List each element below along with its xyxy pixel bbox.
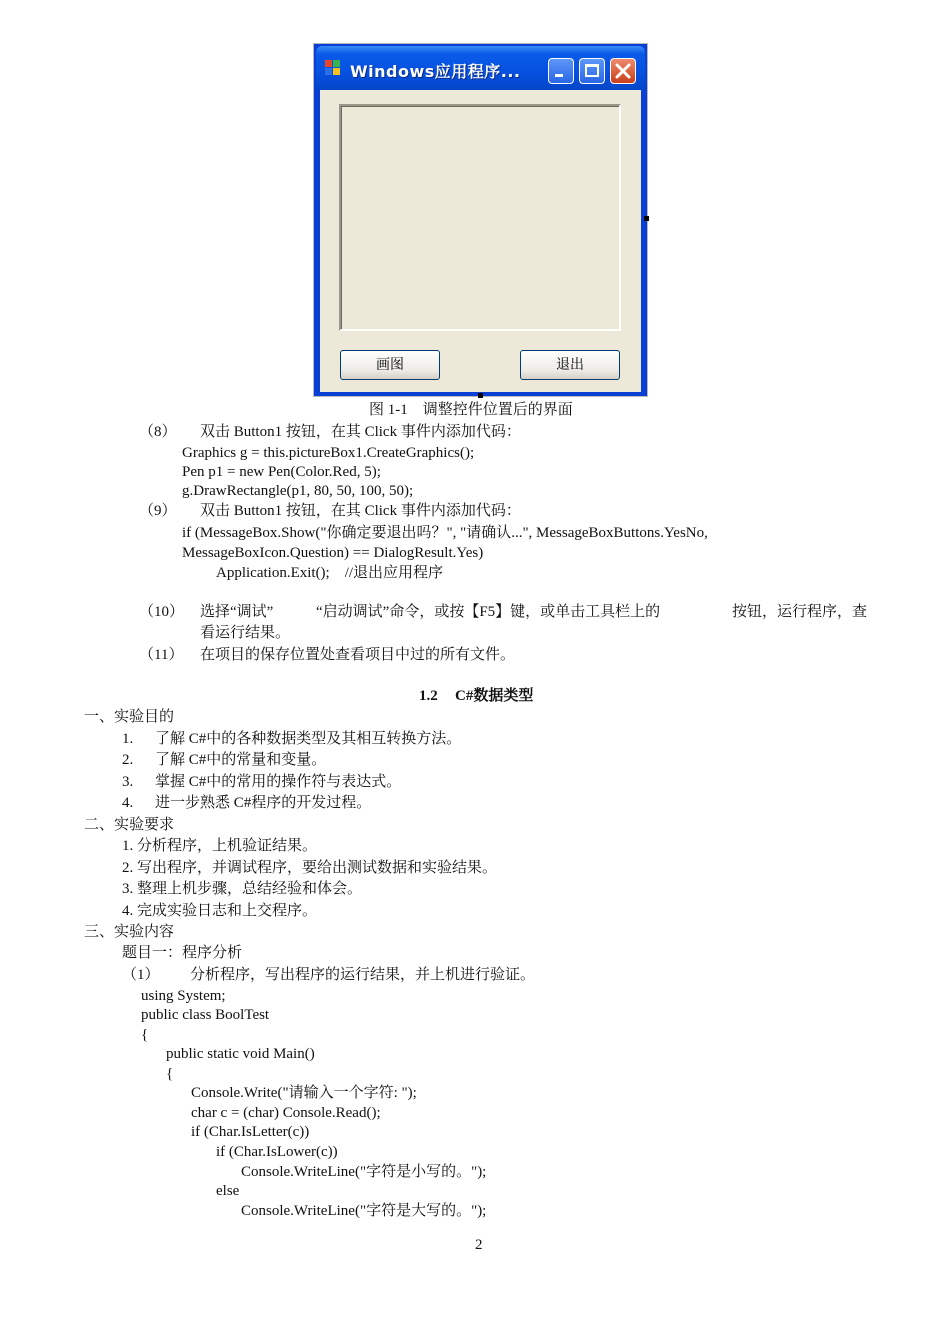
step-8-number: （8）: [139, 424, 177, 440]
code-line: g.DrawRectangle(p1, 80, 50, 100, 50);: [182, 483, 414, 499]
figure-caption: 图 1-1 调整控件位置后的界面: [369, 402, 573, 418]
window-client-area: [320, 90, 641, 392]
maximize-icon: [585, 64, 599, 77]
purpose-item-text: 掌握 C#中的常用的操作符与表达式。: [155, 774, 402, 790]
purpose-heading: 一、实验目的: [84, 709, 175, 725]
step-9-text: 双击 Button1 按钮，在其 Click 事件内添加代码：: [200, 503, 521, 519]
content-heading: 三、实验内容: [84, 924, 175, 940]
maximize-button[interactable]: [579, 58, 605, 84]
requirement-item: 3. 整理上机步骤，总结经验和体会。: [122, 881, 363, 897]
code-line: MessageBoxIcon.Question) == DialogResult.Yes): [182, 545, 484, 561]
app-icon: [325, 60, 341, 76]
section-number: 1.2: [419, 688, 438, 704]
code-line: {: [141, 1027, 149, 1043]
close-icon: [611, 59, 635, 83]
code-line: Application.Exit(); //退出应用程序: [216, 565, 444, 581]
code-line: Console.Write("请输入一个字符: ");: [191, 1085, 417, 1101]
step-10-text-a: 选择“调试”: [200, 604, 274, 620]
code-line: char c = (char) Console.Read();: [191, 1105, 381, 1121]
close-button[interactable]: [610, 58, 636, 84]
code-line: else: [216, 1183, 240, 1199]
task-title: 题目一：程序分析: [122, 945, 243, 961]
resize-handle-bottom[interactable]: [478, 393, 483, 398]
code-line: public static void Main(): [166, 1046, 315, 1062]
exit-button[interactable]: 退出: [520, 350, 620, 380]
step-11-number: （11）: [139, 647, 184, 663]
minimize-button[interactable]: [548, 58, 574, 84]
step-8-text: 双击 Button1 按钮，在其 Click 事件内添加代码：: [200, 424, 521, 440]
purpose-item-number: 1.: [122, 731, 134, 747]
purpose-item-text: 进一步熟悉 C#程序的开发过程。: [155, 795, 372, 811]
requirement-item: 4. 完成实验日志和上交程序。: [122, 903, 318, 919]
code-line: if (MessageBox.Show("你确定要退出吗？", "请确认...", MessageBoxButtons.YesNo,: [182, 525, 708, 541]
page-number: 2: [475, 1237, 483, 1253]
code-line: if (Char.IsLetter(c)): [191, 1124, 310, 1140]
code-line: using System;: [141, 988, 226, 1004]
step-10-text-b: “启动调试”命令，或按【F5】键，或单击工具栏上的: [316, 604, 661, 620]
code-line: Console.WriteLine("字符是大写的。");: [241, 1203, 487, 1219]
code-line: if (Char.IsLower(c)): [216, 1144, 338, 1160]
step-11-text: 在项目的保存位置处查看项目中过的所有文件。: [200, 647, 516, 663]
purpose-item-text: 了解 C#中的各种数据类型及其相互转换方法。: [155, 731, 462, 747]
picture-box: [339, 104, 621, 331]
task-number: （1）: [122, 967, 160, 983]
window-titlebar[interactable]: [316, 46, 645, 90]
step-9-number: （9）: [139, 503, 177, 519]
purpose-item-number: 2.: [122, 752, 134, 768]
requirement-item: 1. 分析程序，上机验证结果。: [122, 838, 318, 854]
draw-button[interactable]: 画图: [340, 350, 440, 380]
task-text: 分析程序，写出程序的运行结果，并上机进行验证。: [190, 967, 536, 983]
code-line: Console.WriteLine("字符是小写的。");: [241, 1164, 487, 1180]
purpose-item-text: 了解 C#中的常量和变量。: [155, 752, 327, 768]
app-window-screenshot: [313, 43, 648, 397]
purpose-item-number: 3.: [122, 774, 134, 790]
step-10-text-c: 按钮，运行程序，查: [732, 604, 868, 620]
requirements-heading: 二、实验要求: [84, 817, 175, 833]
purpose-item-number: 4.: [122, 795, 134, 811]
window-title: Windows应用程序...: [350, 62, 521, 81]
step-10-number: （10）: [139, 604, 185, 620]
resize-handle-right[interactable]: [644, 216, 649, 221]
code-line: Pen p1 = new Pen(Color.Red, 5);: [182, 464, 381, 480]
section-title: C#数据类型: [455, 688, 534, 704]
requirement-item: 2. 写出程序，并调试程序，要给出测试数据和实验结果。: [122, 860, 498, 876]
code-line: Graphics g = this.pictureBox1.CreateGraphics();: [182, 445, 475, 461]
minimize-icon: [555, 74, 563, 77]
code-line: public class BoolTest: [141, 1007, 270, 1023]
step-10-text-d: 看运行结果。: [200, 625, 291, 641]
code-line: {: [166, 1066, 174, 1082]
